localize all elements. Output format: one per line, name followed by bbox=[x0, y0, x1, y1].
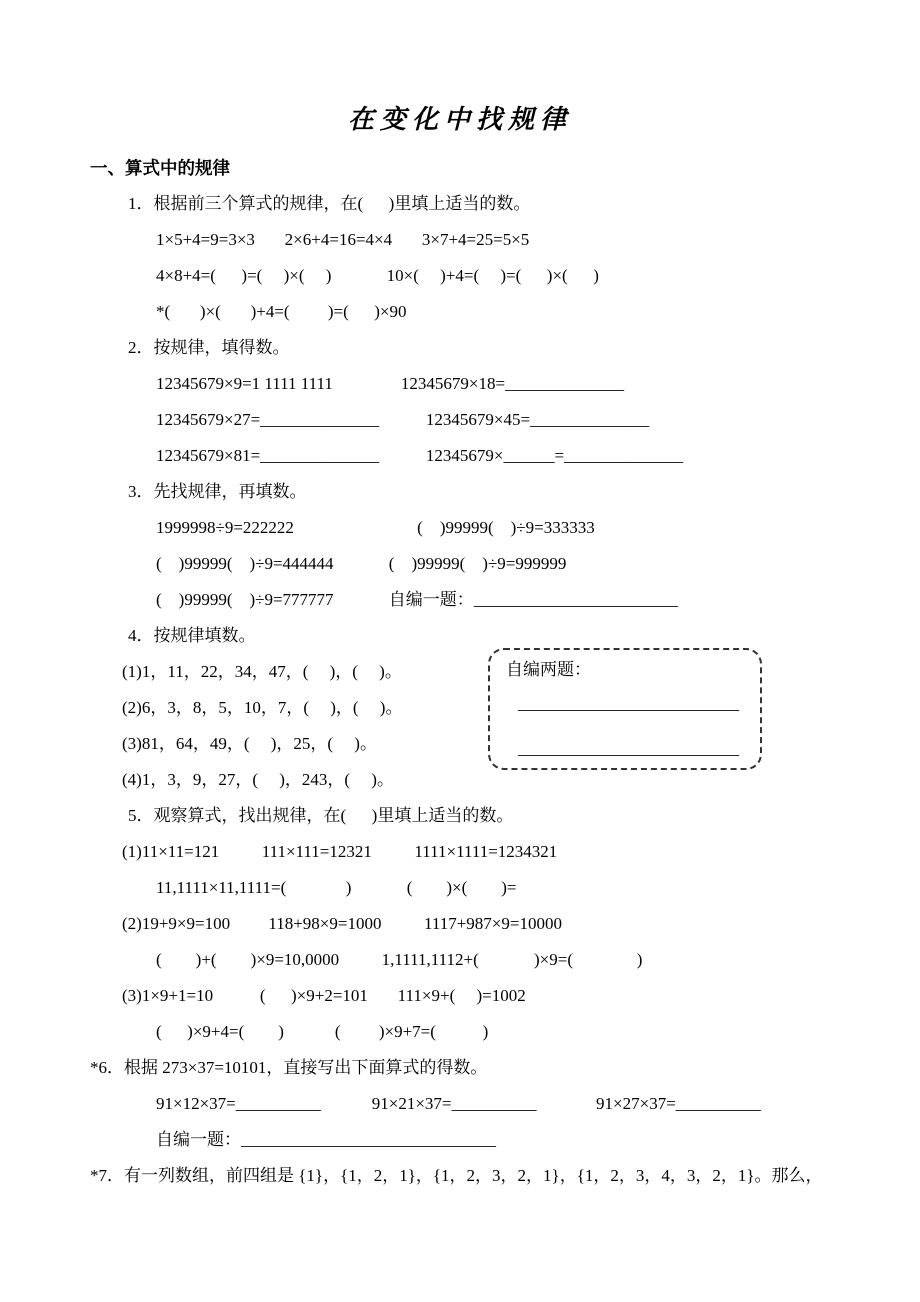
self-made-box-label: 自编两题： bbox=[506, 660, 591, 679]
q2-equation-line-3: 12345679×81=______________ 12345679×______=______________ bbox=[156, 446, 684, 465]
q4-sequence-line-3: (3)81，64，49，( )，25，( )。 bbox=[122, 734, 377, 753]
q7-text: *7．有一列数组，前四组是 {1}，{1，2，1}，{1，2，3，2，1}，{1，2，3，4，3，2，1}。那么， bbox=[90, 1166, 823, 1185]
worksheet-title: 在变化中找规律 bbox=[347, 105, 572, 134]
q4-sequence-line-2: (2)6，3，8，5，10，7，( )，( )。 bbox=[122, 698, 403, 717]
q4-sequence-line-4: (4)1，3，9，27，( )，243，( )。 bbox=[122, 770, 394, 789]
q1-equation-line-1: 1×5+4=9=3×3 2×6+4=16=4×4 3×7+4=25=5×5 bbox=[156, 230, 530, 249]
q5-equation-line-4: ( )+( )×9=10,0000 1,1111,1112+( )×9=( ) bbox=[156, 950, 643, 969]
q1-equation-line-3: *( )×( )+4=( )=( )×90 bbox=[156, 302, 407, 321]
q6-prompt: *6．根据 273×37=10101，直接写出下面算式的得数。 bbox=[90, 1058, 488, 1077]
q3-equation-line-1: 1999998÷9=222222 ( )99999( )÷9=333333 bbox=[156, 518, 595, 537]
q3-equation-line-3: ( )99999( )÷9=777777 自编一题：________________________ bbox=[156, 590, 678, 609]
q2-prompt: 2．按规律，填得数。 bbox=[128, 338, 290, 357]
self-made-questions-box bbox=[488, 648, 762, 770]
q1-prompt: 1．根据前三个算式的规律，在( )里填上适当的数。 bbox=[128, 194, 531, 213]
q5-equation-line-2: 11,1111×11,1111=( ) ( )×( )= bbox=[156, 878, 517, 897]
q2-equation-line-1: 12345679×9=1 1111 1111 12345679×18=______________ bbox=[156, 374, 625, 393]
section-1-heading: 一、算式中的规律 bbox=[90, 158, 230, 178]
q4-prompt: 4．按规律填数。 bbox=[128, 626, 256, 645]
q5-equation-line-6: ( )×9+4=( ) ( )×9+7=( ) bbox=[156, 1022, 489, 1041]
q6-equation-line-2: 自编一题：______________________________ bbox=[156, 1130, 496, 1149]
q5-equation-line-5: (3)1×9+1=10 ( )×9+2=101 111×9+( )=1002 bbox=[122, 986, 526, 1005]
q5-prompt: 5．观察算式，找出规律，在( )里填上适当的数。 bbox=[128, 806, 514, 825]
q2-equation-line-2: 12345679×27=______________ 12345679×45=______________ bbox=[156, 410, 650, 429]
self-made-box-blank-1: __________________________ bbox=[518, 694, 739, 713]
q4-sequence-line-1: (1)1，11，22，34，47，( )，( )。 bbox=[122, 662, 402, 681]
q5-equation-line-3: (2)19+9×9=100 118+98×9=1000 1117+987×9=10000 bbox=[122, 914, 562, 933]
q3-equation-line-2: ( )99999( )÷9=444444 ( )99999( )÷9=999999 bbox=[156, 554, 567, 573]
self-made-box-blank-2: __________________________ bbox=[518, 739, 739, 758]
q6-equation-line-1: 91×12×37=__________ 91×21×37=__________ 91×27×37=__________ bbox=[156, 1094, 761, 1113]
q1-equation-line-2: 4×8+4=( )=( )×( ) 10×( )+4=( )=( )×( ) bbox=[156, 266, 599, 285]
q5-equation-line-1: (1)11×11=121 111×111=12321 1111×1111=1234321 bbox=[122, 842, 558, 861]
q3-prompt: 3．先找规律，再填数。 bbox=[128, 482, 307, 501]
